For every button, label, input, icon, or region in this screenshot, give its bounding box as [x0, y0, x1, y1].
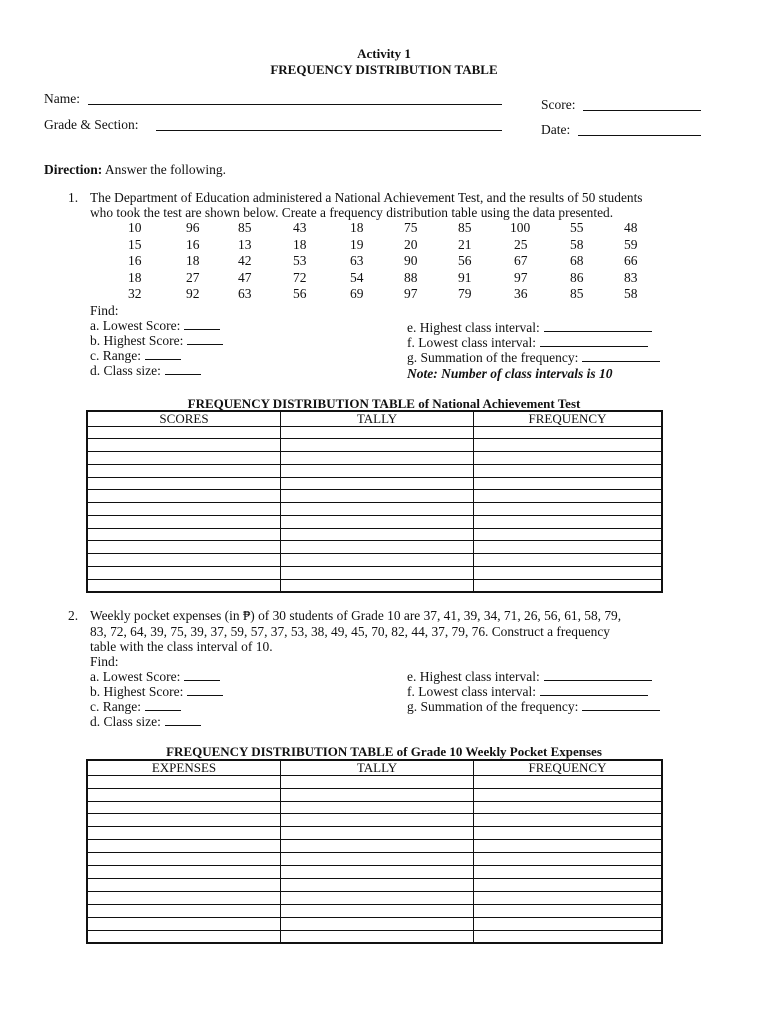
- table-cell[interactable]: [87, 439, 281, 452]
- score-value: 56: [458, 253, 472, 268]
- table-row: [87, 477, 662, 490]
- table-row: [87, 840, 662, 853]
- q1-lowest-class-interval-label: f. Lowest class interval:: [407, 335, 536, 350]
- table-cell[interactable]: [87, 775, 281, 788]
- q2-text-line1: Weekly pocket expenses (in ₱) of 30 students of Grade 10 are 37, 41, 39, 34, 71, 26, 56, 61, 58, 79,: [90, 608, 622, 623]
- table-cell[interactable]: [281, 840, 474, 853]
- q2-range-label: c. Range:: [90, 699, 141, 714]
- table-cell[interactable]: [87, 464, 281, 477]
- table-row: [87, 541, 662, 554]
- table-row: [87, 566, 662, 579]
- table-cell[interactable]: [474, 775, 663, 788]
- q1-range: [90, 348, 181, 364]
- score-value: 75: [404, 220, 418, 235]
- table-row: [87, 814, 662, 827]
- q2-class-size: [90, 714, 201, 730]
- score-value: 63: [350, 253, 364, 268]
- table-cell[interactable]: [87, 426, 281, 439]
- direction: [44, 162, 226, 178]
- col-tally-header: TALLY: [281, 760, 474, 775]
- col-scores-header: SCORES: [87, 411, 281, 426]
- table-cell[interactable]: [474, 541, 663, 554]
- table-cell[interactable]: [474, 827, 663, 840]
- table-cell[interactable]: [87, 866, 281, 879]
- q2-lowest-score-blank[interactable]: [184, 669, 220, 681]
- table-row: [87, 853, 662, 866]
- table-cell[interactable]: [281, 503, 474, 516]
- table-header-row: [87, 760, 662, 775]
- direction-label: Direction:: [44, 162, 103, 177]
- table-row: [87, 801, 662, 814]
- q2-highest-score: [90, 684, 223, 700]
- table-cell[interactable]: [87, 891, 281, 904]
- score-value: 18: [293, 236, 307, 252]
- score-value: 83: [624, 269, 638, 285]
- q1-highest-class-interval-label: e. Highest class interval:: [407, 320, 540, 335]
- table-row: [87, 827, 662, 840]
- table-row: [87, 439, 662, 452]
- table-cell[interactable]: [281, 775, 474, 788]
- table-row: [87, 775, 662, 788]
- q2-highest-class-interval-blank[interactable]: [544, 669, 652, 681]
- q1-highest-class-interval: [407, 320, 652, 336]
- table-row: [87, 866, 662, 879]
- table-row: [87, 490, 662, 503]
- score-value: 97: [404, 286, 418, 301]
- score-value: 100: [510, 220, 531, 235]
- score-value: 58: [570, 236, 584, 252]
- q1-range-label: c. Range:: [90, 348, 141, 363]
- q1-summation-frequency-label: g. Summation of the frequency:: [407, 350, 579, 365]
- q2-summation-frequency-label: g. Summation of the frequency:: [407, 699, 579, 714]
- score-value: 58: [624, 286, 638, 301]
- table-cell[interactable]: [474, 788, 663, 801]
- score-value: 18: [186, 253, 200, 268]
- table-cell[interactable]: [474, 878, 663, 891]
- date-label: Date:: [541, 122, 571, 137]
- table-cell[interactable]: [474, 566, 663, 579]
- table-cell[interactable]: [281, 814, 474, 827]
- table-cell[interactable]: [474, 452, 663, 465]
- table-cell[interactable]: [474, 930, 663, 943]
- table-cell[interactable]: [474, 891, 663, 904]
- table-cell[interactable]: [87, 827, 281, 840]
- frequency-table-2: [86, 759, 663, 944]
- table-row: [87, 891, 662, 904]
- q2-class-size-label: d. Class size:: [90, 714, 161, 729]
- table-row: [87, 554, 662, 567]
- col-frequency-header: FREQUENCY: [474, 411, 663, 426]
- q1-highest-score-blank[interactable]: [187, 333, 223, 345]
- score-value: 85: [458, 220, 472, 235]
- table-cell[interactable]: [281, 426, 474, 439]
- table-cell[interactable]: [281, 554, 474, 567]
- table-cell[interactable]: [87, 503, 281, 516]
- q1-lowest-class-interval: [407, 335, 648, 351]
- q1-summation-frequency-blank[interactable]: [582, 350, 660, 362]
- q1-text-line2: who took the test are shown below. Create a frequency distribution table using the data presented.: [90, 205, 614, 220]
- score-value: 55: [570, 220, 584, 235]
- score-value: 96: [186, 220, 200, 235]
- q2-lowest-class-interval-label: f. Lowest class interval:: [407, 684, 536, 699]
- table-cell[interactable]: [281, 853, 474, 866]
- table-cell[interactable]: [474, 477, 663, 490]
- table-row: [87, 452, 662, 465]
- table-row: [87, 579, 662, 592]
- score-value: 67: [514, 253, 528, 268]
- q1-class-size: [90, 363, 201, 379]
- score-value: 79: [458, 286, 472, 301]
- score-value: 10: [128, 220, 142, 235]
- table-cell[interactable]: [281, 579, 474, 592]
- q2-highest-score-blank[interactable]: [187, 684, 223, 696]
- score-value: 92: [186, 286, 200, 301]
- name-label: Name:: [44, 91, 80, 106]
- q1-lowest-score-blank[interactable]: [184, 318, 220, 330]
- q1-class-size-label: d. Class size:: [90, 363, 161, 378]
- score-value: 66: [624, 253, 638, 268]
- score-value: 47: [238, 269, 252, 285]
- frequency-table-1: [86, 410, 663, 593]
- table1-title: FREQUENCY DISTRIBUTION TABLE of National Achievement Test: [187, 396, 581, 411]
- table-cell[interactable]: [281, 904, 474, 917]
- q1-summation-frequency: [407, 350, 660, 366]
- q1-highest-class-interval-blank[interactable]: [544, 320, 652, 332]
- table-cell[interactable]: [474, 840, 663, 853]
- score-value: 48: [624, 220, 638, 235]
- q2-number: 2.: [68, 608, 79, 623]
- table-cell[interactable]: [87, 814, 281, 827]
- table-cell[interactable]: [474, 515, 663, 528]
- table-cell[interactable]: [281, 464, 474, 477]
- table-cell[interactable]: [281, 490, 474, 503]
- score-value: 86: [570, 269, 584, 285]
- score-label: Score:: [541, 97, 576, 112]
- q1-range-blank[interactable]: [145, 348, 181, 360]
- table-cell[interactable]: [474, 853, 663, 866]
- table-cell[interactable]: [281, 528, 474, 541]
- table-cell[interactable]: [474, 866, 663, 879]
- score-value: 16: [128, 253, 142, 268]
- q1-note: Note: Number of class intervals is 10: [407, 366, 613, 381]
- score-value: 91: [458, 269, 472, 285]
- q1-lowest-score: [90, 318, 220, 334]
- table-cell[interactable]: [281, 477, 474, 490]
- table-row: [87, 515, 662, 528]
- table-cell[interactable]: [87, 840, 281, 853]
- table-row: [87, 917, 662, 930]
- q2-summation-frequency: [407, 699, 660, 715]
- score-value: 85: [570, 286, 584, 301]
- table2-title: FREQUENCY DISTRIBUTION TABLE of Grade 10 Weekly Pocket Expenses: [166, 744, 602, 759]
- table-cell[interactable]: [474, 814, 663, 827]
- q2-find-label: Find:: [90, 654, 119, 669]
- col-expenses-header: EXPENSES: [87, 760, 281, 775]
- table-cell[interactable]: [87, 528, 281, 541]
- score-value: 53: [293, 253, 307, 268]
- score-value: 21: [458, 236, 472, 252]
- q2-range-blank[interactable]: [145, 699, 181, 711]
- table-cell[interactable]: [87, 477, 281, 490]
- col-tally-header: TALLY: [281, 411, 474, 426]
- table-cell[interactable]: [87, 554, 281, 567]
- q2-highest-score-label: b. Highest Score:: [90, 684, 184, 699]
- score-value: 13: [238, 236, 252, 252]
- table-cell[interactable]: [87, 917, 281, 930]
- table-cell[interactable]: [281, 439, 474, 452]
- q1-highest-score-label: b. Highest Score:: [90, 333, 184, 348]
- score-value: 88: [404, 269, 418, 285]
- table-cell[interactable]: [87, 452, 281, 465]
- grade-section-label: Grade & Section:: [44, 117, 139, 132]
- table-cell[interactable]: [474, 426, 663, 439]
- q1-class-size-blank[interactable]: [165, 363, 201, 375]
- q2-highest-class-interval-label: e. Highest class interval:: [407, 669, 540, 684]
- score-value: 43: [293, 220, 307, 235]
- table-cell[interactable]: [281, 515, 474, 528]
- table-cell[interactable]: [474, 917, 663, 930]
- table-cell[interactable]: [281, 801, 474, 814]
- q1-highest-score: [90, 333, 223, 349]
- score-value: 27: [186, 269, 200, 285]
- score-value: 16: [186, 236, 200, 252]
- score-value: 63: [238, 286, 252, 301]
- score-value: 68: [570, 253, 584, 268]
- table-cell[interactable]: [87, 904, 281, 917]
- table-cell[interactable]: [474, 528, 663, 541]
- table-row: [87, 878, 662, 891]
- q2-summation-frequency-blank[interactable]: [582, 699, 660, 711]
- date-field[interactable]: [578, 135, 701, 136]
- q1-find-label: Find:: [90, 303, 119, 318]
- table-cell[interactable]: [281, 866, 474, 879]
- table-row: [87, 788, 662, 801]
- table-row: [87, 464, 662, 477]
- table-cell[interactable]: [87, 878, 281, 891]
- q1-lowest-score-label: a. Lowest Score:: [90, 318, 181, 333]
- q2-text-line2: 83, 72, 64, 39, 75, 39, 37, 59, 57, 37, 53, 38, 49, 45, 70, 82, 44, 37, 79, 76. Construct a frequency: [90, 624, 610, 639]
- table-cell[interactable]: [87, 801, 281, 814]
- q1-text-line1: The Department of Education administered a National Achievement Test, and the results of 50 students: [90, 190, 643, 205]
- q2-lowest-score-label: a. Lowest Score:: [90, 669, 181, 684]
- table-cell[interactable]: [281, 541, 474, 554]
- table-cell[interactable]: [474, 579, 663, 592]
- table-cell[interactable]: [281, 891, 474, 904]
- table-cell[interactable]: [87, 541, 281, 554]
- score-value: 18: [128, 269, 142, 285]
- table-cell[interactable]: [281, 878, 474, 891]
- score-value: 15: [128, 236, 142, 252]
- table-cell[interactable]: [474, 554, 663, 567]
- q1-number: 1.: [68, 190, 79, 205]
- table-cell[interactable]: [281, 827, 474, 840]
- score-value: 36: [514, 286, 528, 301]
- q2-range: [90, 699, 181, 715]
- table-cell[interactable]: [87, 515, 281, 528]
- table-cell[interactable]: [87, 788, 281, 801]
- table-cell[interactable]: [87, 930, 281, 943]
- table-cell[interactable]: [281, 788, 474, 801]
- score-value: 42: [238, 253, 252, 268]
- grade-section-field[interactable]: [156, 130, 502, 131]
- score-value: 59: [624, 236, 638, 252]
- page-title: FREQUENCY DISTRIBUTION TABLE: [270, 62, 498, 77]
- table-cell[interactable]: [474, 439, 663, 452]
- name-field[interactable]: [88, 104, 502, 105]
- table-cell[interactable]: [474, 503, 663, 516]
- table-cell[interactable]: [87, 579, 281, 592]
- table-cell[interactable]: [474, 464, 663, 477]
- table-cell[interactable]: [281, 452, 474, 465]
- direction-text: Answer the following.: [104, 162, 226, 177]
- table-row: [87, 904, 662, 917]
- q2-lowest-class-interval-blank[interactable]: [540, 684, 648, 696]
- score-value: 32: [128, 286, 142, 301]
- table-cell[interactable]: [281, 930, 474, 943]
- table-cell[interactable]: [87, 490, 281, 503]
- q2-lowest-score: [90, 669, 220, 685]
- score-value: 56: [293, 286, 307, 301]
- activity-label: Activity 1: [357, 46, 411, 61]
- table-cell[interactable]: [474, 490, 663, 503]
- table-cell[interactable]: [87, 566, 281, 579]
- score-value: 97: [514, 269, 528, 285]
- score-value: 90: [404, 253, 418, 268]
- q2-lowest-class-interval: [407, 684, 648, 700]
- score-field[interactable]: [583, 110, 701, 111]
- score-value: 19: [350, 236, 364, 252]
- score-value: 72: [293, 269, 307, 285]
- table-header-row: [87, 411, 662, 426]
- q2-text-line3: table with the class interval of 10.: [90, 639, 273, 654]
- col-frequency-header: FREQUENCY: [474, 760, 663, 775]
- score-value: 54: [350, 269, 364, 285]
- table-cell[interactable]: [87, 853, 281, 866]
- table-cell[interactable]: [474, 801, 663, 814]
- score-value: 18: [350, 220, 364, 235]
- table-row: [87, 930, 662, 943]
- score-value: 69: [350, 286, 364, 301]
- table-cell[interactable]: [281, 566, 474, 579]
- q2-class-size-blank[interactable]: [165, 714, 201, 726]
- q1-lowest-class-interval-blank[interactable]: [540, 335, 648, 347]
- score-value: 25: [514, 236, 528, 252]
- table-row: [87, 528, 662, 541]
- score-value: 85: [238, 220, 252, 235]
- score-value: 20: [404, 236, 418, 252]
- table-cell[interactable]: [474, 904, 663, 917]
- table-row: [87, 426, 662, 439]
- table-row: [87, 503, 662, 516]
- q2-highest-class-interval: [407, 669, 652, 685]
- table-cell[interactable]: [281, 917, 474, 930]
